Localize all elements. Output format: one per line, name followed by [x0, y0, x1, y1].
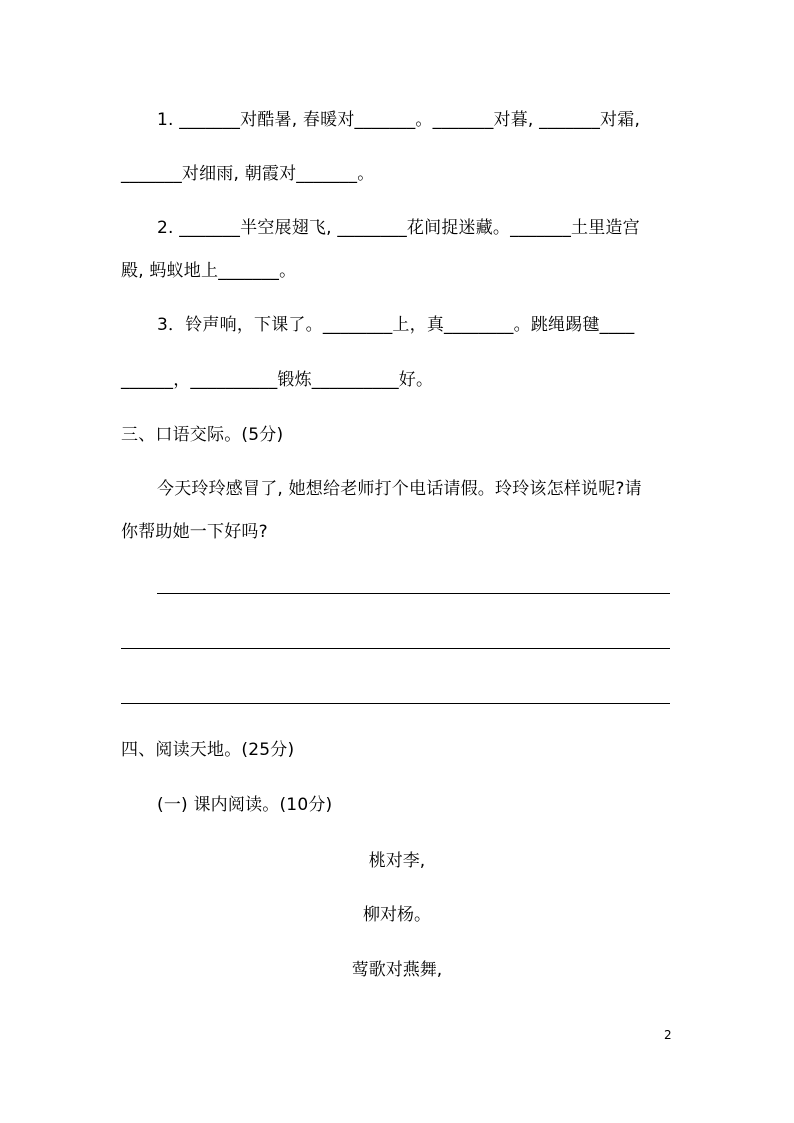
- section-4-heading-text: 四、阅读天地。(25分): [121, 740, 295, 760]
- poem-line-2: 柳对杨。: [363, 905, 431, 925]
- fill-in-2-text-a: 2. _______半空展翅飞, ________花间捉迷藏。_______土里造宫: [157, 218, 640, 238]
- fill-in-3-text-a: 3．铃声响，下课了。________上，真________。跳绳踢毽____: [157, 315, 635, 335]
- answer-line-3[interactable]: [121, 703, 670, 704]
- section-3-prompt-text-a: 今天玲玲感冒了, 她想给老师打个电话请假。玲玲该怎样说呢?请: [157, 479, 642, 499]
- poem-line-3: 莺歌对燕舞,: [351, 960, 443, 980]
- fill-in-3-text-b: ______，__________锻炼__________好。: [121, 370, 434, 390]
- poem-line-1: 桃对李,: [368, 851, 426, 871]
- fill-in-2-text-b: 殿, 蚂蚁地上_______。: [121, 261, 297, 281]
- page-number: 2: [664, 1028, 672, 1042]
- fill-in-1-text-b: _______对细雨, 朝霞对_______。: [121, 164, 375, 184]
- answer-line-2[interactable]: [121, 648, 670, 649]
- answer-line-1[interactable]: [157, 593, 670, 594]
- section-3-heading-text: 三、口语交际。(5分): [121, 425, 284, 445]
- section-3-prompt-text-b: 你帮助她一下好吗?: [121, 522, 268, 542]
- section-4-sub-1-text: (一) 课内阅读。(10分): [157, 795, 333, 815]
- fill-in-1-text-a: 1. _______对酷暑, 春暖对_______。_______对暮, _______对霜,: [157, 110, 641, 130]
